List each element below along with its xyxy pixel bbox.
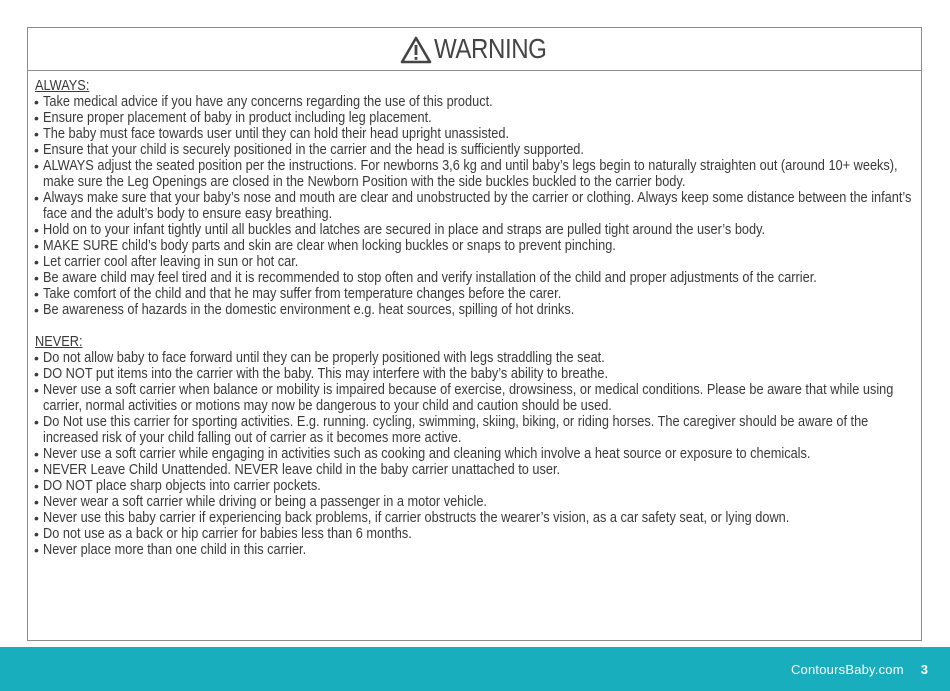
warning-box: [27, 27, 922, 641]
list-item: • Hold on to your infant tightly until all buckles and latches are secured in place and straps are pulled tight around the user’s body.: [35, 222, 921, 238]
page-footer: [0, 647, 950, 691]
list-item: • Never wear a soft carrier while driving or being a passenger in a motor vehicle.: [35, 494, 921, 510]
list-item: • Never use this baby carrier if experiencing back problems, if carrier obstructs the wearer’s vision, as a car safety seat, or lying down.: [35, 510, 921, 526]
page-number: 3: [920, 661, 928, 677]
list-item: • Never place more than one child in this carrier.: [35, 542, 921, 558]
list-item: • Be aware child may feel tired and it is recommended to stop often and verify installation of the child and proper adjustments of the carrier.: [35, 270, 921, 286]
list-item: • Never use a soft carrier when balance or mobility is impaired because of exercise, drowsiness, or medical conditions. Please be aware that while using carrier, normal activities or motions may now be dangerous to your child and caution should be used.: [35, 382, 921, 414]
list-item: • Ensure that your child is securely positioned in the carrier and the head is sufficiently supported.: [35, 142, 921, 158]
always-label: ALWAYS:: [35, 78, 90, 94]
list-item: • Ensure proper placement of baby in product including leg placement.: [35, 110, 921, 126]
list-item: • NEVER Leave Child Unattended. NEVER leave child in the baby carrier unattached to user.: [35, 462, 921, 478]
warning-content: [28, 71, 921, 558]
list-item: • DO NOT place sharp objects into carrier pockets.: [35, 478, 921, 494]
list-item: • DO NOT put items into the carrier with the baby. This may interfere with the baby’s ability to breathe.: [35, 366, 921, 382]
list-item: • The baby must face towards user until they can hold their head upright unassisted.: [35, 126, 921, 142]
warning-header: [28, 28, 921, 71]
list-item: • Do Not use this carrier for sporting activities. E.g. running. cycling, swimming, skiing, biking, or riding horses. The caregiver should be aware of the increased risk of your child falling out of carrier as it becomes more active.: [35, 414, 921, 446]
list-item: • Take medical advice if you have any concerns regarding the use of this product.: [35, 94, 921, 110]
list-item: • Let carrier cool after leaving in sun or hot car.: [35, 254, 921, 270]
list-item: • Always make sure that your baby’s nose and mouth are clear and unobstructed by the carrier or clothing. Always keep some distance between the infant’s face and the adult’s body to ensure easy breathing.: [35, 190, 921, 222]
warning-triangle-icon: [400, 36, 432, 64]
list-item: • Do not allow baby to face forward until they can be properly positioned with legs straddling the seat.: [35, 350, 921, 366]
list-item: • Take comfort of the child and that he may suffer from temperature changes before the carer.: [35, 286, 921, 302]
never-label: NEVER:: [35, 334, 83, 350]
section-gap: [35, 318, 921, 334]
website-link[interactable]: ContoursBaby.com: [790, 661, 904, 677]
warning-title: WARNING: [434, 33, 547, 64]
list-item: • ALWAYS adjust the seated position per the instructions. For newborns 3,6 kg and until baby’s legs begin to naturally straighten out (around 10+ weeks), make sure the Leg Openings are closed in the Newborn Position with the side buckles buckled to the carrier body.: [35, 158, 921, 190]
never-list: [35, 350, 921, 558]
list-item: • Do not use as a back or hip carrier for babies less than 6 months.: [35, 526, 921, 542]
list-item: • Never use a soft carrier while engaging in activities such as cooking and cleaning which involve a heat source or exposure to chemicals.: [35, 446, 921, 462]
list-item: • Be awareness of hazards in the domestic environment e.g. heat sources, spilling of hot drinks.: [35, 302, 921, 318]
list-item: • MAKE SURE child’s body parts and skin are clear when locking buckles or snaps to prevent pinching.: [35, 238, 921, 254]
always-list: [35, 94, 921, 318]
